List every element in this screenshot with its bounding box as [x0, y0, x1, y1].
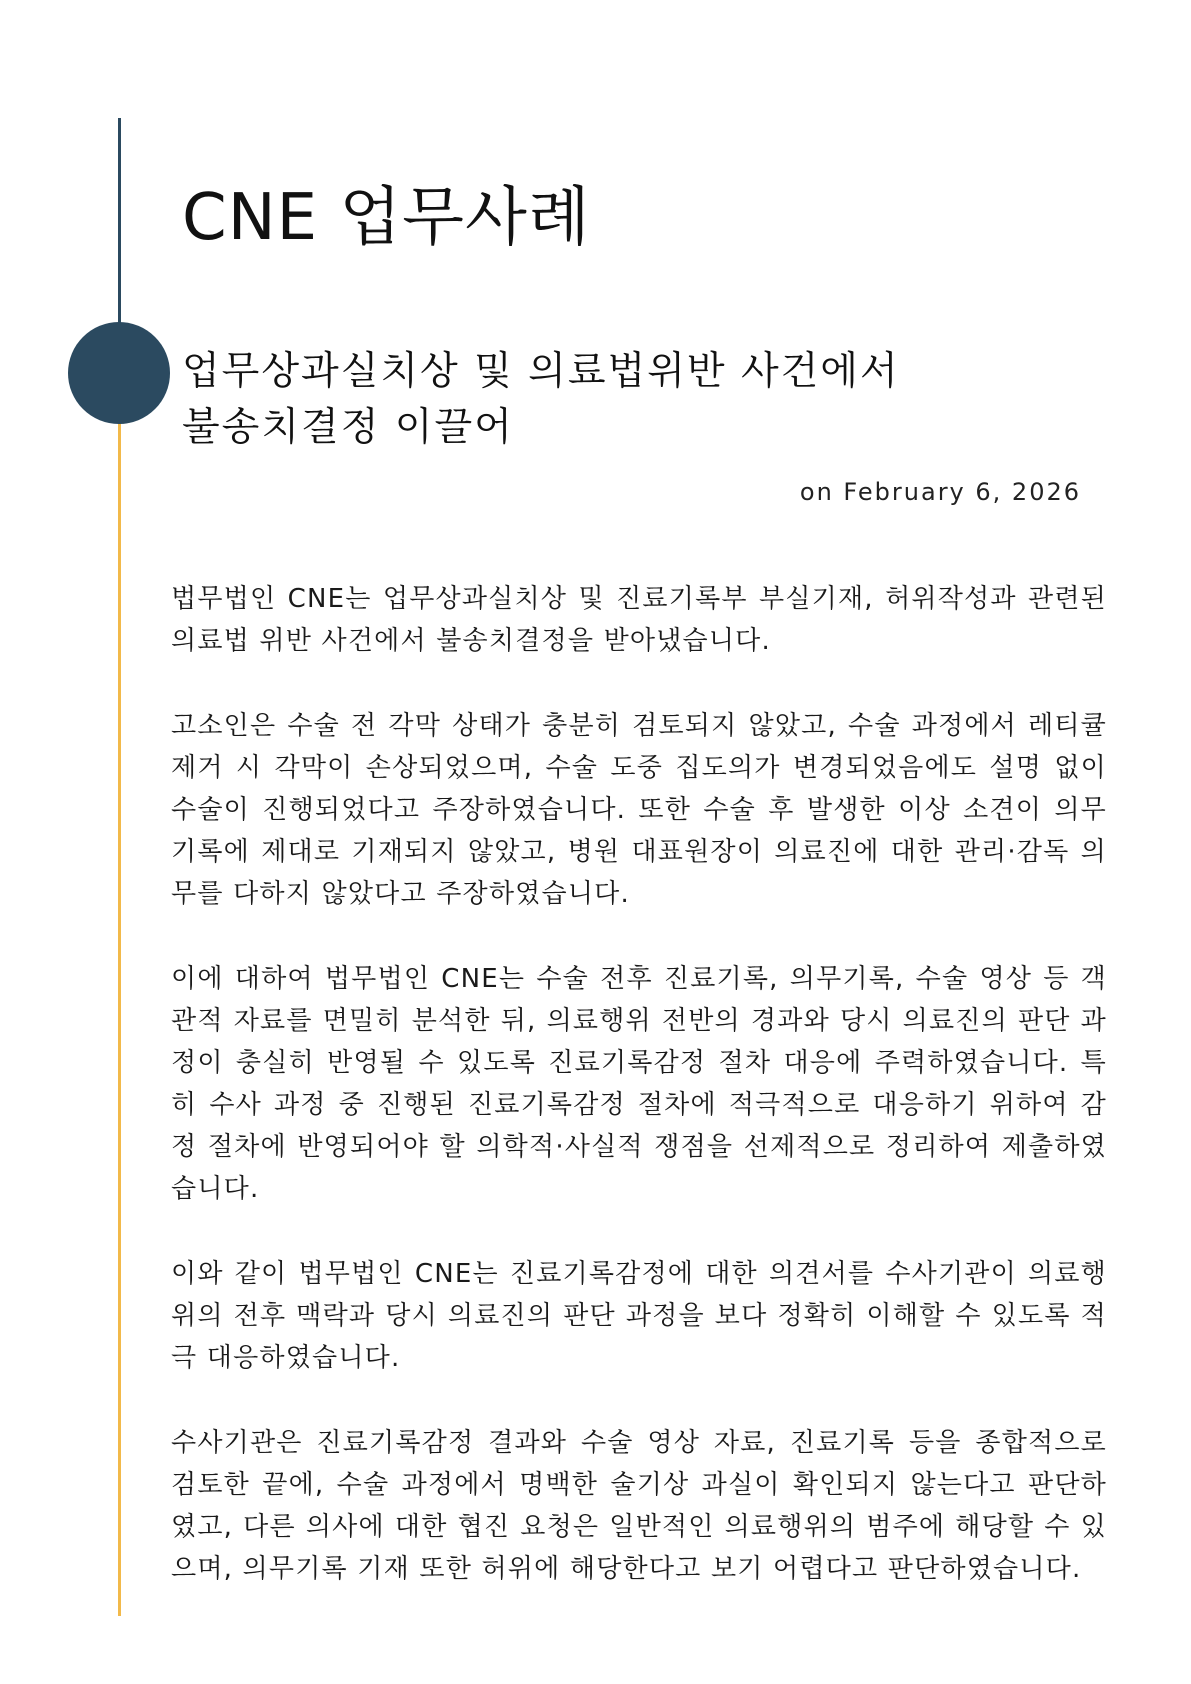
publish-date: on February 6, 2026 [799, 478, 1081, 506]
timeline-line-bottom [118, 374, 121, 1616]
paragraph-2: 고소인은 수술 전 각막 상태가 충분히 검토되지 않았고, 수술 과정에서 레티큘 제거 시 각막이 손상되었으며, 수술 도중 집도의가 변경되었음에도 설명 없이 수술이 진행되었다고 주장하였습니다. 또한 수술 후 발생한 이상 소견이 의무기록에 제대로 기재되지 않았고, 병원 대표원장이 의료진에 대한 관리·감독 의무를 다하지 않았다고 주장하였습니다. [171, 711, 1107, 909]
timeline-circle-marker [68, 322, 170, 424]
paragraph-1: 법무법인 CNE는 업무상과실치상 및 진료기록부 부실기재, 허위작성과 관련된 의료법 위반 사건에서 불송치결정을 받아냈습니다. [171, 584, 1107, 656]
paragraph-3: 이에 대하여 법무법인 CNE는 수술 전후 진료기록, 의무기록, 수술 영상 등 객관적 자료를 면밀히 분석한 뒤, 의료행위 전반의 경과와 당시 의료진의 판단 과정이 충실히 반영될 수 있도록 진료기록감정 절차 대응에 주력하였습니다. 특히 수사 과정 중 진행된 진료기록감정 절차에 적극적으로 대응하기 위하여 감정 절차에 반영되어야 할 의학적·사실적 쟁점을 선제적으로 정리하여 제출하였습니다. [171, 964, 1107, 1204]
paragraph-5: 수사기관은 진료기록감정 결과와 수술 영상 자료, 진료기록 등을 종합적으로 검토한 끝에, 수술 과정에서 명백한 술기상 과실이 확인되지 않는다고 판단하였고, 다른 의사에 대한 협진 요청은 일반적인 의료행위의 범주에 해당할 수 있으며, 의무기록 기재 또한 허위에 해당한다고 보기 어렵다고 판단하였습니다. [171, 1428, 1107, 1584]
article-body [171, 578, 1107, 1590]
subtitle-line-1: 업무상과실치상 및 의료법위반 사건에서 [182, 349, 900, 394]
paragraph-4: 이와 같이 법무법인 CNE는 진료기록감정에 대한 의견서를 수사기관이 의료행위의 전후 맥락과 당시 의료진의 판단 과정을 보다 정확히 이해할 수 있도록 적극 대응하였습니다. [171, 1259, 1107, 1373]
subtitle-line-2: 불송치결정 이끌어 [182, 405, 514, 450]
article-subtitle [182, 344, 900, 456]
page-title: CNE 업무사례 [182, 181, 591, 255]
